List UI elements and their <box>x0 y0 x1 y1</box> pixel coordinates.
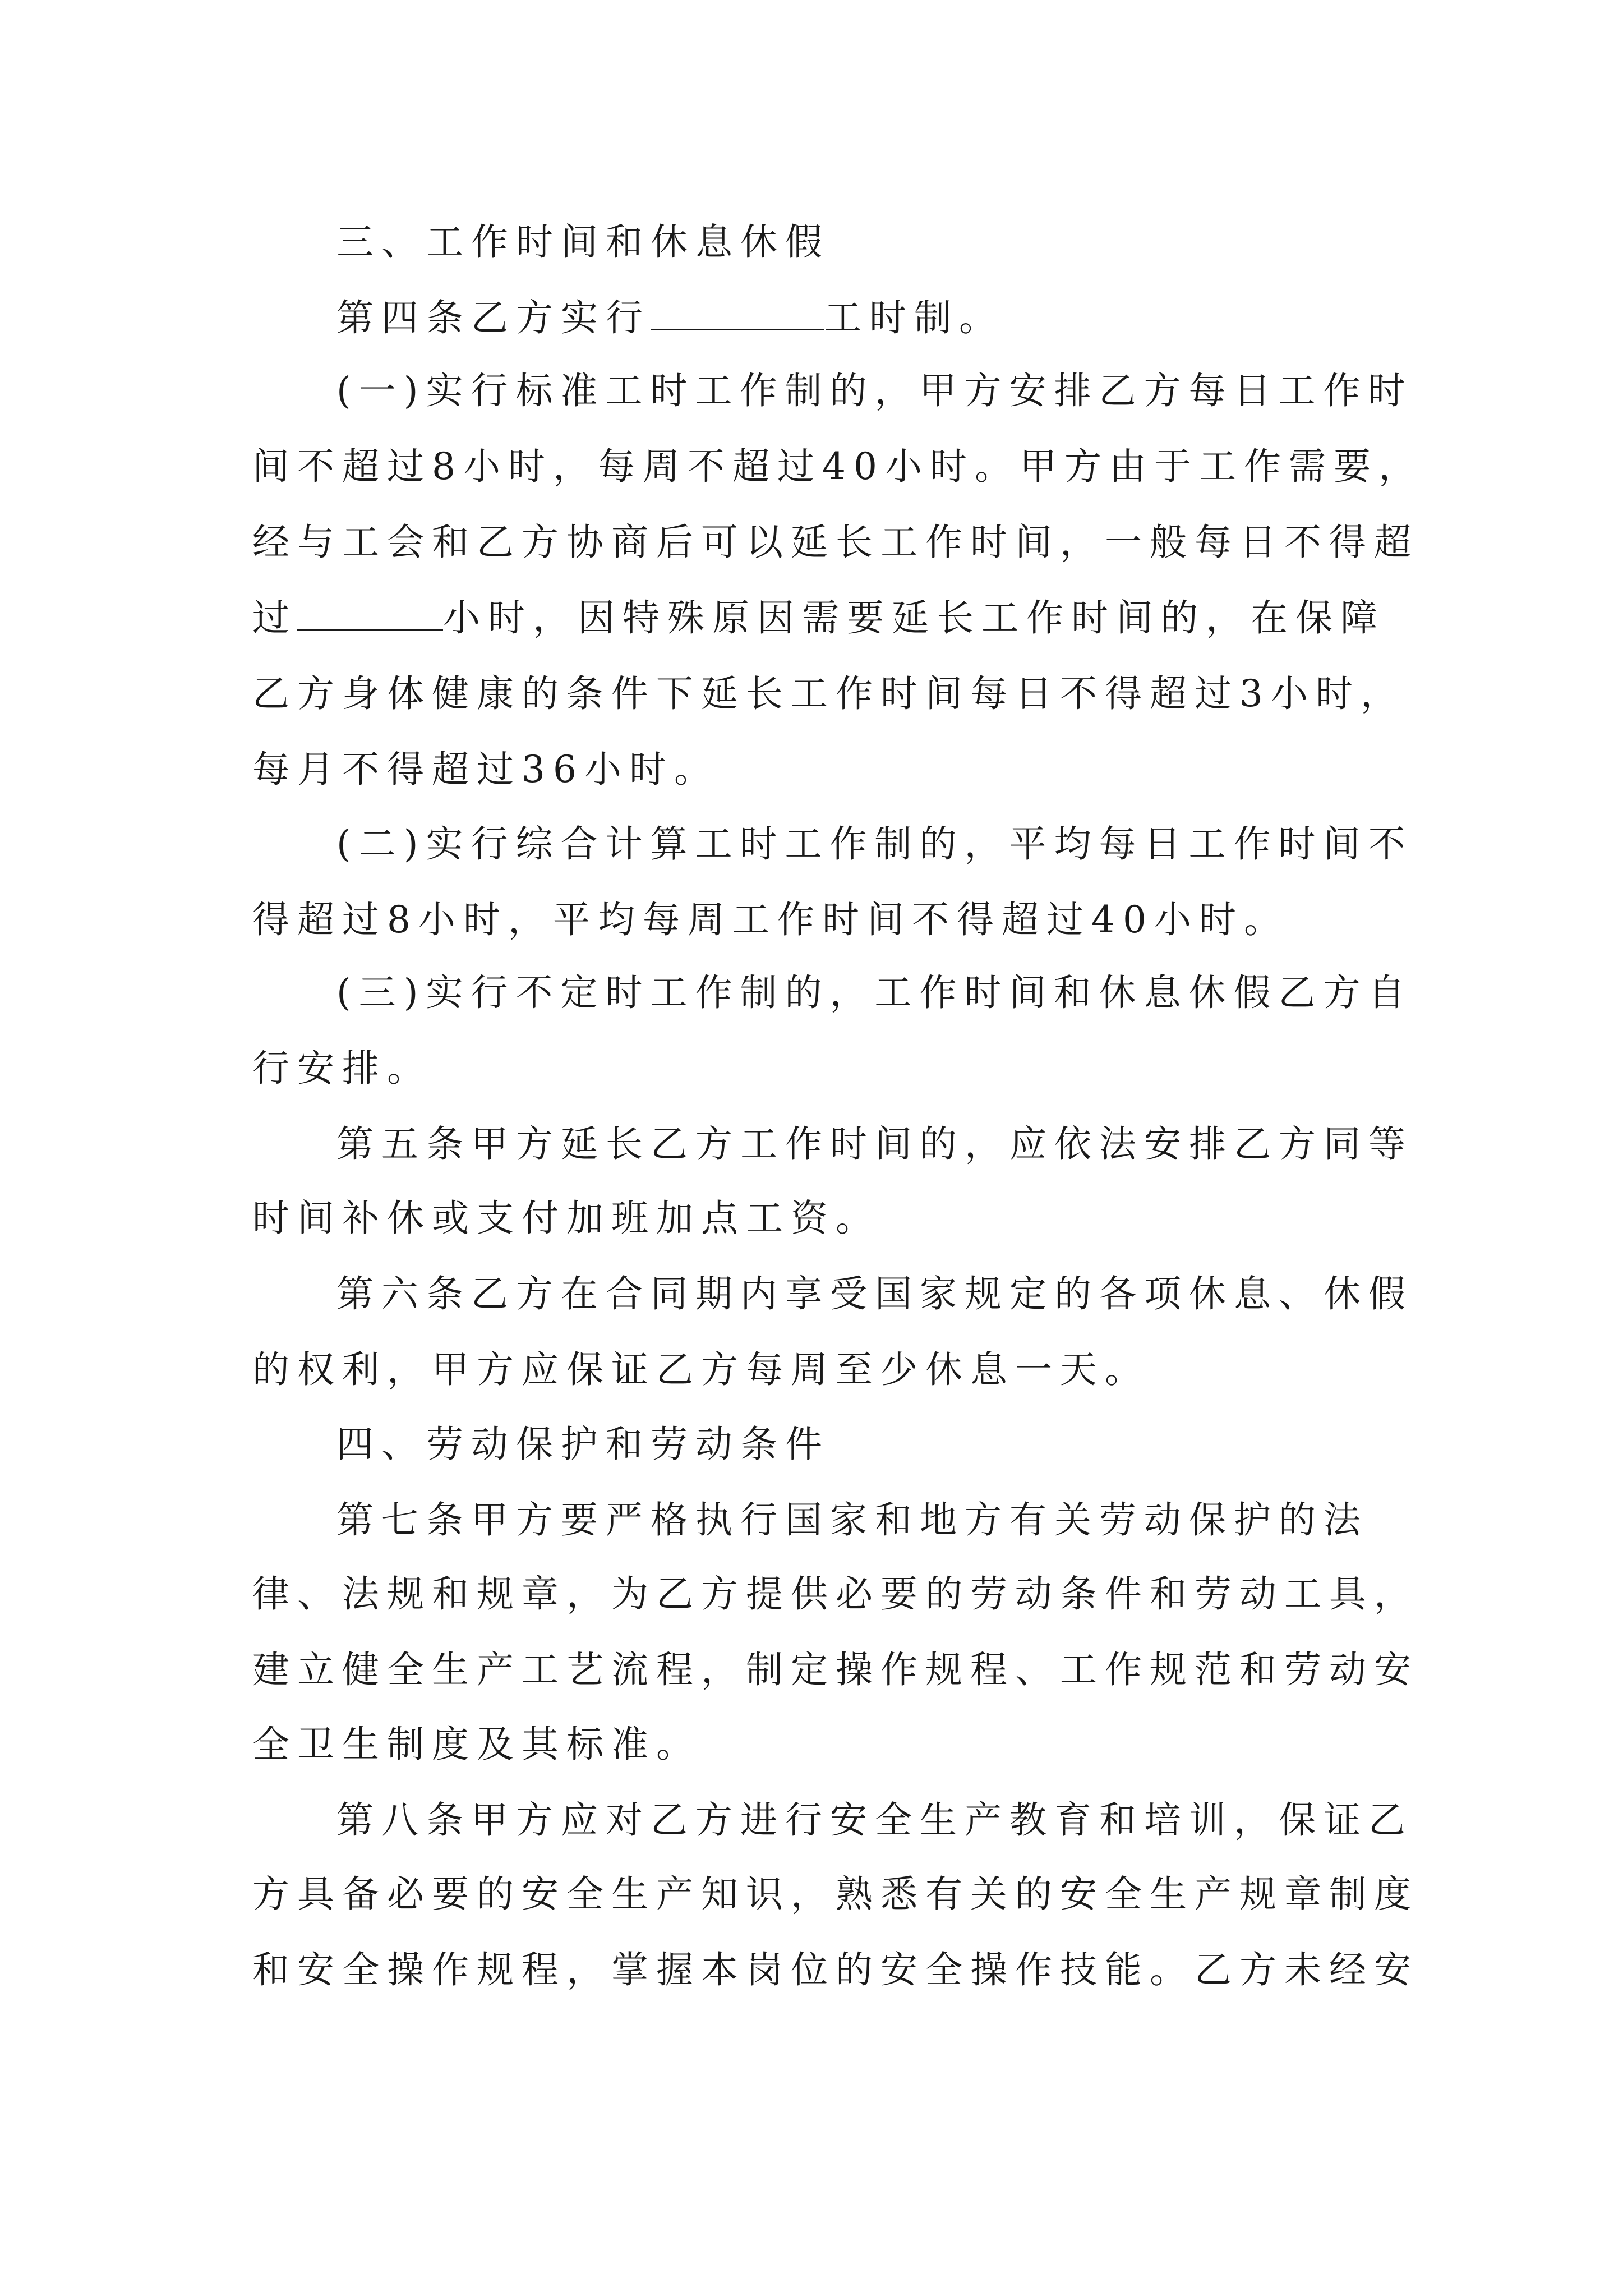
paragraph-line: 第五条甲方延长乙方工作时间的，应依法安排乙方同等 <box>336 1122 1413 1166</box>
paragraph-line: (三)实行不定时工作制的，工作时间和休息休假乙方自 <box>336 971 1413 1014</box>
article-4-text-before-blank: 第四条乙方实行 <box>336 296 651 339</box>
article-4-text-after-blank: 工时制。 <box>824 296 1004 339</box>
paragraph-line: 律、法规和规章，为乙方提供必要的劳动条件和劳动工具， <box>252 1572 1419 1616</box>
paragraph-line: 第八条甲方应对乙方进行安全生产教育和培训，保证乙 <box>336 1798 1413 1842</box>
paragraph-line: 时间补休或支付加班加点工资。 <box>252 1197 880 1240</box>
overtime-text-after-blank: 小时，因特殊原因需要延长工作时间的，在保障 <box>443 596 1385 639</box>
paragraph-line: 和安全操作规程，掌握本岗位的安全操作技能。乙方未经安 <box>252 1948 1419 1991</box>
overtime-text-before-blank: 过 <box>252 596 297 639</box>
paragraph-line: (二)实行综合计算工时工作制的，平均每日工作时间不 <box>336 822 1413 866</box>
section-heading-labor-protection: 四、劳动保护和劳动条件 <box>336 1423 830 1466</box>
paragraph-line: 第七条甲方要严格执行国家和地方有关劳动保护的法 <box>336 1498 1368 1542</box>
article-4-line <box>336 293 1004 343</box>
paragraph-line: 乙方身体健康的条件下延长工作时间每日不得超过3小时， <box>252 672 1405 715</box>
paragraph-line: 方具备必要的安全生产知识，熟悉有关的安全生产规章制度 <box>252 1872 1419 1916</box>
paragraph-line: 间不超过8小时，每周不超过40小时。甲方由于工作需要， <box>252 445 1423 488</box>
overtime-hours-line <box>252 593 1385 643</box>
paragraph-line: (一)实行标准工时工作制的，甲方安排乙方每日工作时 <box>336 369 1413 412</box>
work-hour-system-blank <box>651 295 824 330</box>
paragraph-line: 的权利，甲方应保证乙方每周至少休息一天。 <box>252 1348 1150 1391</box>
paragraph-line: 经与工会和乙方协商后可以延长工作时间，一般每日不得超 <box>252 521 1419 564</box>
paragraph-line: 建立健全生产工艺流程，制定操作规程、工作规范和劳动安 <box>252 1648 1419 1691</box>
paragraph-line: 第六条乙方在合同期内享受国家规定的各项休息、休假 <box>336 1272 1413 1315</box>
paragraph-line: 得超过8小时，平均每周工作时间不得超过40小时。 <box>252 898 1289 941</box>
paragraph-line: 每月不得超过36小时。 <box>252 748 719 791</box>
paragraph-line: 全卫生制度及其标准。 <box>252 1723 701 1766</box>
overtime-hours-blank <box>297 595 443 631</box>
section-heading-work-hours: 三、工作时间和休息休假 <box>336 220 830 264</box>
paragraph-line: 行安排。 <box>252 1047 432 1090</box>
